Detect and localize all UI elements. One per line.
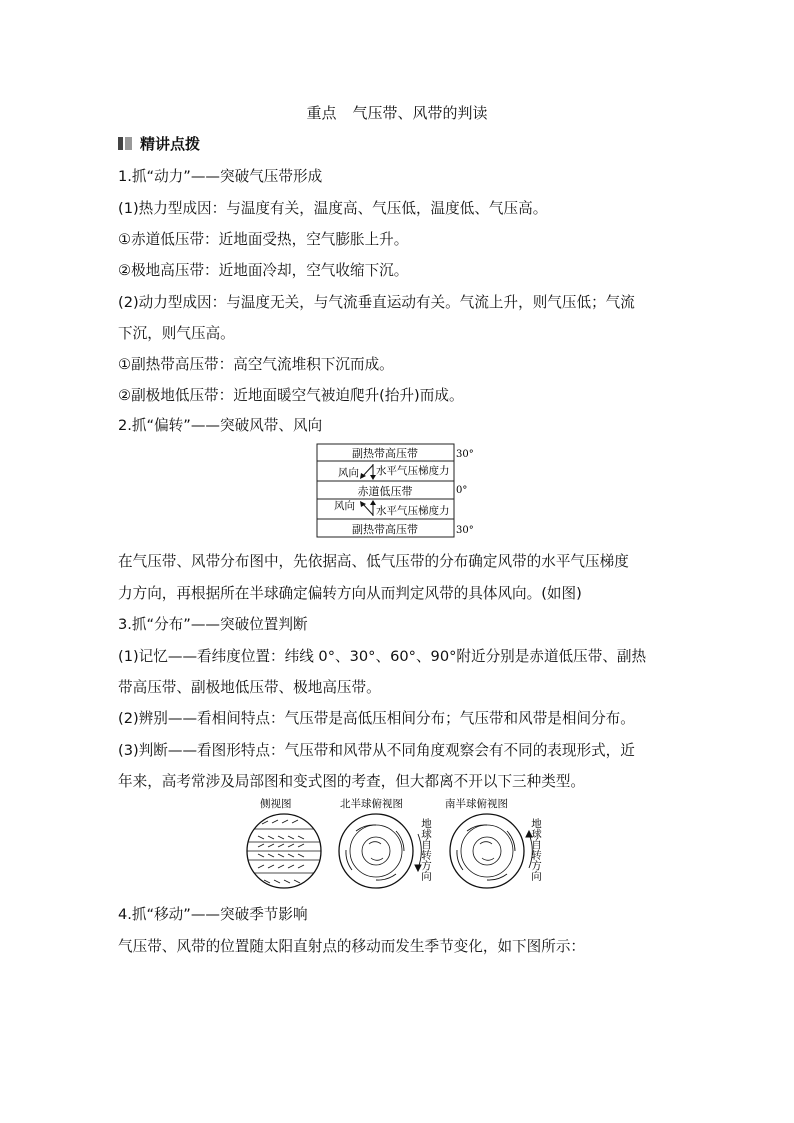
south-hemisphere-globe: [450, 814, 532, 888]
text-line: (2)辨别——看相间特点：气压带是高低压相间分布；气压带和风带是相间分布。: [118, 710, 635, 727]
wind-label-lower: 风向: [334, 500, 355, 512]
rotation-label-south: 地球自转方向: [530, 818, 542, 881]
rotation-label-north: 地球自转方向: [420, 818, 432, 881]
text-line: (3)判断——看图形特点：气压带和风带从不同角度观察会有不同的表现形式，近: [118, 742, 635, 759]
text-line: 2.抓“偏转”——突破风带、风向: [118, 417, 323, 434]
page-title: [0, 102, 794, 123]
wind-label-upper: 风向: [338, 467, 359, 479]
text-line: 气压带、风带的位置随太阳直射点的移动而发生季节变化，如下图所示：: [118, 938, 586, 955]
title-part1: 重点: [306, 104, 337, 122]
pressure-belt-diagram: [316, 443, 486, 539]
text-line: ②极地高压带：近地面冷却，空气收缩下沉。: [118, 262, 409, 279]
text-line: 在气压带、风带分布图中，先依据高、低气压带的分布确定风带的水平气压梯度: [118, 553, 629, 570]
wind-arrow-lower: [360, 501, 373, 515]
wind-arrow-upper: [360, 465, 373, 479]
text-line: ①赤道低压带：近地面受热，空气膨胀上升。: [118, 231, 409, 248]
text-line: 1.抓“动力”——突破气压带形成: [118, 168, 323, 185]
north-hemisphere-globe: [339, 814, 421, 888]
text-line: 3.抓“分布”——突破位置判断: [118, 616, 308, 633]
text-line: (1)热力型成因：与温度有关，温度高、气压低，温度低、气压高。: [118, 200, 548, 217]
belt-row-middle: 赤道低压带: [357, 485, 413, 498]
text-line: ①副热带高压带：高空气流堆积下沉而成。: [118, 356, 394, 373]
title-part2: 气压带、风带的判读: [352, 104, 488, 122]
force-label-upper: 水平气压梯度力: [376, 465, 450, 477]
north-view-label: 北半球俯视图: [340, 798, 403, 810]
section-mark-icon: [118, 137, 132, 150]
text-line: 4.抓“移动”——突破季节影响: [118, 906, 308, 923]
text-line: 年来，高考常涉及局部图和变式图的考查，但大都离不开以下三种类型。: [118, 773, 586, 790]
text-line: (1)记忆——看纬度位置：纬线 0°、30°、60°、90°附近分别是赤道低压带、副热: [118, 648, 647, 665]
text-line: (2)动力型成因：与温度无关，与气流垂直运动有关。气流上升，则气压低；气流: [118, 294, 635, 311]
section-heading: [118, 133, 200, 154]
force-label-lower: 水平气压梯度力: [376, 505, 450, 517]
south-view-label: 南半球俯视图: [445, 798, 508, 810]
lat-label-bottom: 30°: [456, 525, 474, 536]
text-line: 下沉，则气压高。: [118, 325, 235, 342]
globe-diagrams: [244, 796, 554, 892]
side-view-label: 侧视图: [260, 798, 292, 810]
side-view-globe: [247, 814, 321, 888]
belt-row-top: 副热带高压带: [352, 447, 418, 460]
text-line: 带高压带、副极地低压带、极地高压带。: [118, 679, 381, 696]
belt-row-bottom: 副热带高压带: [352, 523, 418, 536]
section-heading-text: 精讲点拨: [140, 135, 201, 153]
lat-label-top: 30°: [456, 449, 474, 460]
text-line: ②副极地低压带：近地面暖空气被迫爬升(抬升)而成。: [118, 387, 464, 404]
lat-label-middle: 0°: [456, 485, 468, 496]
text-line: 力方向，再根据所在半球确定偏转方向从而判定风带的具体风向。(如图): [118, 585, 582, 602]
